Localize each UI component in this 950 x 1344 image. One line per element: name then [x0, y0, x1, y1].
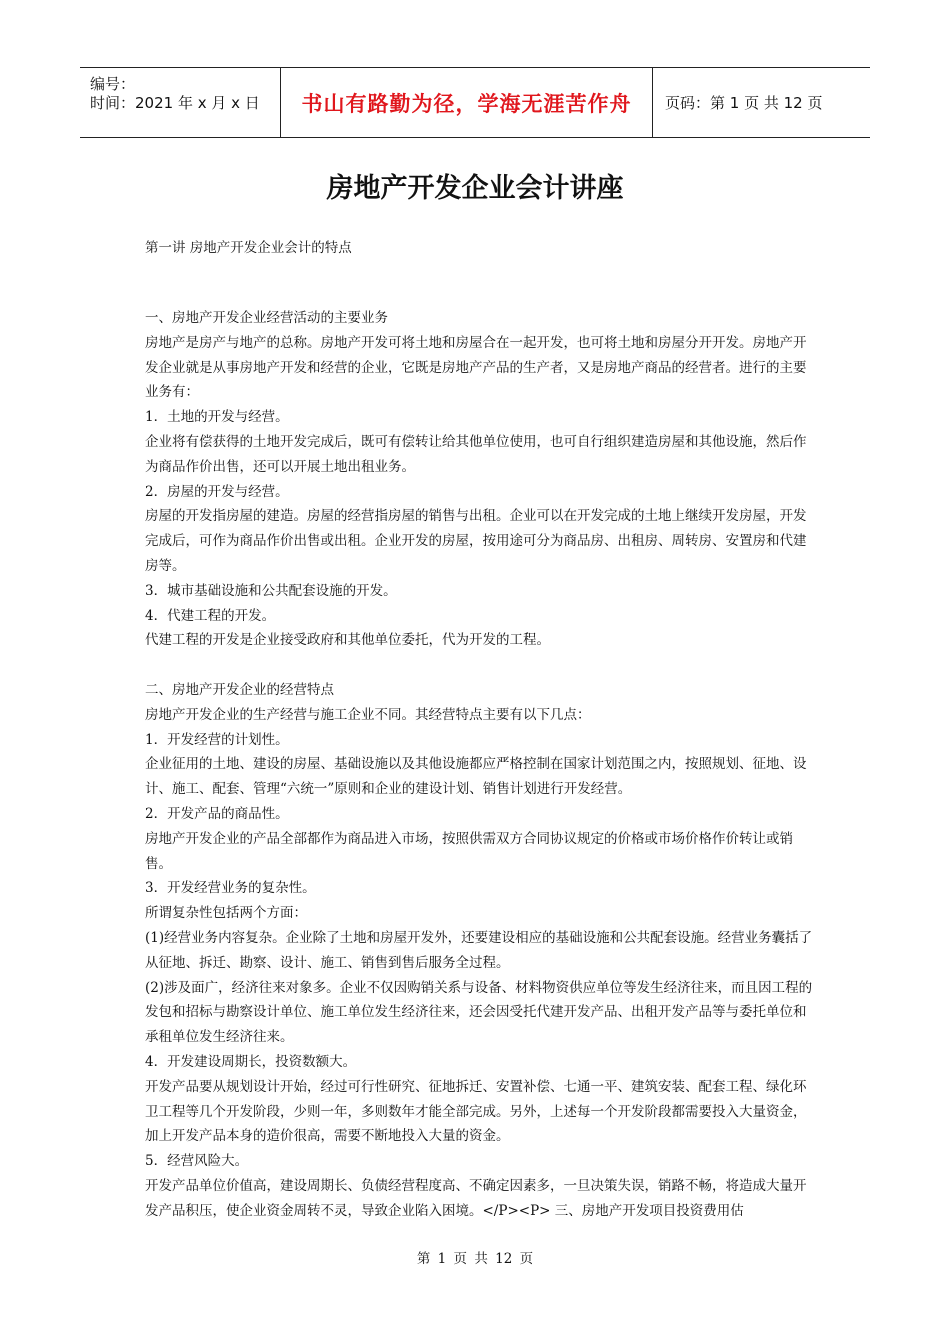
date-label: 时间：2021 年 x 月 x 日 — [90, 94, 260, 112]
paragraph: (1)经营业务内容复杂。企业除了土地和房屋开发外，还要建设相应的基础设施和公共配套设施。经营业务囊括了从征地、拆迁、勘察、设计、施工、销售到售后服务全过程。 — [145, 929, 813, 971]
page-footer: 第 1 页 共 12 页 — [416, 1251, 534, 1267]
paragraph: 4．代建工程的开发。 — [145, 607, 276, 624]
document-header — [80, 67, 870, 138]
header-meta-cell — [80, 68, 281, 137]
paragraph: 2．房屋的开发与经营。 — [145, 483, 289, 500]
header-page-number: 页码：第 1 页 共 12 页 — [665, 94, 823, 112]
document-body — [145, 306, 815, 1223]
paragraph: 代建工程的开发是企业接受政府和其他单位委托，代为开发的工程。 — [145, 632, 550, 649]
paragraph: 企业征用的土地、建设的房屋、基础设施以及其他设施都应严格控制在国家计划范围之内，按照规划、征地、设计、施工、配套、管理“六统一”原则和企业的建设计划、销售计划进行开发经营。 — [145, 756, 807, 798]
paragraph: 开发产品要从规划设计开始，经过可行性研究、征地拆迁、安置补偿、七通一平、建筑安装、配套工程、绿化环卫工程等几个开发阶段，少则一年，多则数年才能全部完成。另外，上述每一个开发阶段都需要投入大量资金，加上开发产品本身的造价很高，需要不断地投入大量的资金。 — [145, 1078, 807, 1145]
paragraph: 一、房地产开发企业经营活动的主要业务 — [145, 310, 388, 326]
paragraph: 房屋的开发指房屋的建造。房屋的经营指房屋的销售与出租。企业可以在开发完成的土地上继续开发房屋，开发完成后，可作为商品作价出售或出租。企业开发的房屋，按用途可分为商品房、出租房、周转房、安置房和代建房等。 — [145, 508, 807, 574]
paragraph: 所谓复杂性包括两个方面： — [145, 905, 307, 922]
paragraph: 房地产是房产与地产的总称。房地产开发可将土地和房屋合在一起开发，也可将土地和房屋分开开发。房地产开发企业就是从事房地产开发和经营的企业，它既是房地产产品的生产者，又是房地产商品的经营者。进行的主要业务有： — [145, 334, 807, 401]
paragraph: 房地产开发企业的产品全部都作为商品进入市场，按照供需双方合同协议规定的价格或市场价格作价转让或销售。 — [145, 830, 793, 872]
paragraph: 2．开发产品的商品性。 — [145, 805, 289, 822]
paragraph-gap — [145, 653, 815, 678]
paragraph: 1．开发经营的计划性。 — [145, 731, 289, 748]
paragraph: 5．经营风险大。 — [145, 1153, 249, 1170]
paragraph: (2)涉及面广，经济往来对象多。企业不仅因购销关系与设备、材料物资供应单位等发生经济往来，而且因工程的发包和招标与勘察设计单位、施工单位发生经济往来，还会因受托代建开发产品、出租开发产品等与委托单位和承租单位发生经济往来。 — [145, 979, 813, 1046]
document-title: 房地产开发企业会计讲座 — [326, 173, 624, 204]
paragraph: 房地产开发企业的生产经营与施工企业不同。其经营特点主要有以下几点： — [145, 706, 591, 723]
serial-number-label: 编号： — [90, 75, 136, 93]
header-motto: 书山有路勤为径，学海无涯苦作舟 — [281, 68, 653, 137]
paragraph: 二、房地产开发企业的经营特点 — [145, 681, 334, 698]
paragraph: 开发产品单位价值高，建设周期长、负债经营程度高、不确定因素多，一旦决策失误，销路不畅，将造成大量开发产品积压，使企业资金周转不灵，导致企业陷入困境。</P><P> 三、房地产开发项目投资费用估 — [145, 1177, 807, 1219]
paragraph: 3．城市基础设施和公共配套设施的开发。 — [145, 582, 397, 599]
paragraph: 企业将有偿获得的土地开发完成后，既可有偿转让给其他单位使用，也可自行组织建造房屋和其他设施，然后作为商品作价出售，还可以开展土地出租业务。 — [145, 433, 807, 475]
paragraph: 1．土地的开发与经营。 — [145, 409, 289, 426]
paragraph: 3．开发经营业务的复杂性。 — [145, 880, 316, 897]
paragraph: 4．开发建设周期长，投资数额大。 — [145, 1053, 357, 1070]
lecture-heading: 第一讲 房地产开发企业会计的特点 — [145, 240, 352, 256]
